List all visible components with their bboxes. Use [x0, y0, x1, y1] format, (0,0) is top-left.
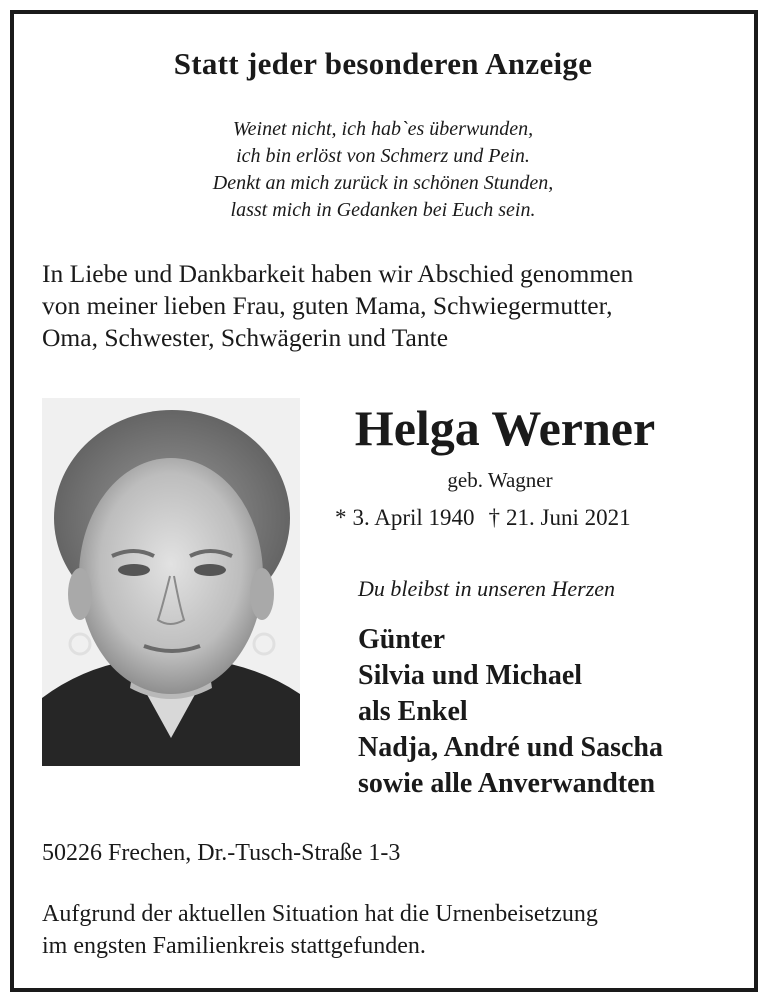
mourner-line: als Enkel	[358, 696, 468, 727]
deceased-name: Helga Werner	[354, 400, 656, 456]
mourner-line: Nadja, André und Sascha	[358, 732, 663, 763]
intro-line: Oma, Schwester, Schwägerin und Tante	[42, 323, 449, 352]
address: 50226 Frechen, Dr.-Tusch-Straße 1-3	[42, 840, 401, 866]
note-line: im engsten Familienkreis stattgefunden.	[42, 933, 426, 959]
maiden-name: geb. Wagner	[447, 468, 553, 492]
death-symbol: †	[488, 505, 501, 530]
mourners-list	[358, 622, 748, 802]
intro-text	[42, 258, 732, 354]
notice-headline: Statt jeder besonderen Anzeige	[173, 46, 593, 81]
intro-line: von meiner lieben Frau, guten Mama, Schwiegermutter,	[42, 291, 613, 320]
mourner-line: Günter	[358, 624, 446, 655]
poem-line: Weinet nicht, ich hab`es überwunden,	[232, 118, 534, 140]
intro-line: In Liebe und Dankbarkeit haben wir Abschied genommen	[42, 259, 634, 288]
poem-line: ich bin erlöst von Schmerz und Pein.	[236, 145, 530, 167]
poem-line: Denkt an mich zurück in schönen Stunden,	[212, 172, 554, 194]
portrait-photo	[42, 398, 300, 766]
death-date: 21. Juni 2021	[506, 505, 631, 530]
poem	[0, 116, 766, 224]
birth-date: 3. April 1940	[352, 505, 475, 530]
life-dates	[335, 505, 735, 531]
note-line: Aufgrund der aktuellen Situation hat die Urnenbeisetzung	[42, 901, 598, 927]
motto: Du bleibst in unseren Herzen	[358, 576, 616, 601]
portrait-image	[42, 398, 300, 766]
mourner-line: Silvia und Michael	[358, 660, 583, 691]
mourner-line: sowie alle Anverwandten	[358, 768, 656, 799]
birth-symbol: *	[335, 505, 347, 530]
burial-note	[42, 898, 732, 962]
poem-line: lasst mich in Gedanken bei Euch sein.	[230, 199, 536, 221]
